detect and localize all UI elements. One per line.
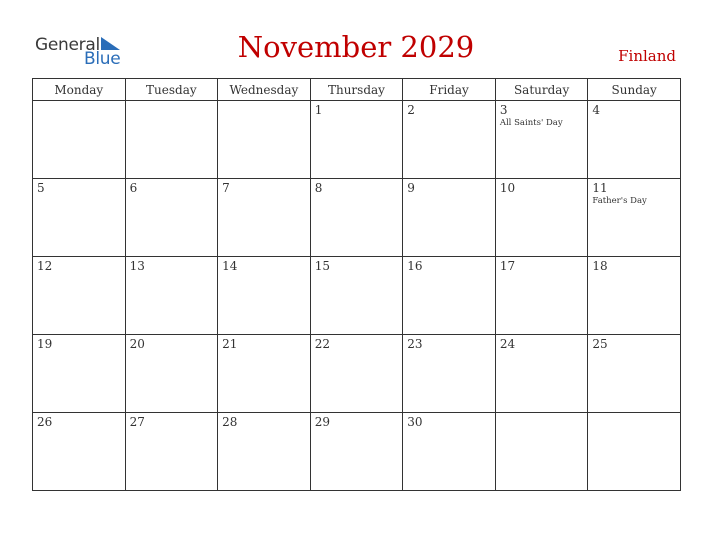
- day-cell: [218, 335, 311, 413]
- day-cell: [310, 335, 403, 413]
- day-cell: [125, 179, 218, 257]
- day-cell: [495, 179, 588, 257]
- day-number: 20: [129, 337, 145, 351]
- day-number: 17: [499, 259, 516, 273]
- weekday-header: Tuesday: [125, 79, 218, 101]
- calendar-grid: [32, 78, 681, 491]
- logo-text-general: General: [35, 35, 100, 55]
- day-number: [126, 101, 218, 103]
- day-cell: [125, 101, 218, 179]
- day-number: 2: [407, 103, 415, 117]
- day-cell: [33, 413, 126, 491]
- day-cell: [403, 413, 496, 491]
- holiday-label: Father's Day: [592, 196, 647, 206]
- day-number: 11: [592, 181, 608, 195]
- day-cell: [218, 257, 311, 335]
- country-label: Finland: [618, 47, 676, 65]
- day-number: 4: [592, 103, 601, 117]
- day-number: 10: [499, 181, 516, 195]
- day-cell: [588, 257, 681, 335]
- day-cell: [588, 335, 681, 413]
- day-number: 16: [407, 259, 423, 273]
- day-number: 7: [222, 181, 230, 195]
- day-number: 18: [592, 259, 608, 273]
- day-cell: [310, 413, 403, 491]
- day-number: 14: [222, 259, 238, 273]
- day-number: 28: [222, 415, 238, 429]
- day-cell: [33, 257, 126, 335]
- day-number: 27: [129, 415, 145, 429]
- day-cell: [403, 257, 496, 335]
- day-number: 26: [37, 415, 53, 429]
- day-number: 30: [407, 415, 423, 429]
- week-row: [33, 101, 681, 179]
- week-row: [33, 179, 681, 257]
- calendar-title: November 2029: [237, 30, 475, 64]
- day-cell: [33, 101, 126, 179]
- day-cell: [125, 257, 218, 335]
- weekday-header-row: [33, 79, 681, 101]
- day-number: 13: [129, 259, 145, 273]
- day-cell: [403, 335, 496, 413]
- day-cell: [403, 179, 496, 257]
- day-number: [33, 101, 125, 103]
- weekday-header: Wednesday: [218, 79, 311, 101]
- weekday-header: Sunday: [588, 79, 681, 101]
- day-number: 24: [499, 337, 516, 351]
- day-number: 29: [314, 415, 330, 429]
- day-cell: [310, 257, 403, 335]
- day-cell: [218, 179, 311, 257]
- day-cell: [403, 101, 496, 179]
- day-number: 15: [314, 259, 330, 273]
- day-cell: [125, 335, 218, 413]
- day-number: 9: [407, 181, 415, 195]
- day-number: 19: [37, 337, 53, 351]
- week-row: [33, 257, 681, 335]
- week-row: [33, 413, 681, 491]
- day-number: 1: [314, 103, 323, 117]
- weekday-header: Thursday: [310, 79, 403, 101]
- holiday-label: All Saints' Day: [499, 118, 563, 128]
- day-number: 5: [37, 181, 45, 195]
- day-number: 8: [314, 181, 323, 195]
- day-number: [218, 101, 310, 103]
- day-cell: [218, 101, 311, 179]
- weekday-header: Saturday: [495, 79, 588, 101]
- day-number: 25: [592, 337, 608, 351]
- day-cell: [310, 179, 403, 257]
- day-number: 23: [407, 337, 423, 351]
- day-cell: [588, 179, 681, 257]
- week-row: [33, 335, 681, 413]
- day-number: [496, 413, 588, 415]
- day-cell: [495, 101, 588, 179]
- day-cell: [495, 413, 588, 491]
- day-cell: [33, 335, 126, 413]
- day-number: [588, 413, 680, 415]
- day-cell: [495, 257, 588, 335]
- day-number: 3: [499, 103, 508, 117]
- day-number: 12: [37, 259, 53, 273]
- day-number: 21: [222, 337, 238, 351]
- day-cell: [588, 413, 681, 491]
- day-cell: [588, 101, 681, 179]
- day-cell: [125, 413, 218, 491]
- day-cell: [495, 335, 588, 413]
- weekday-header: Friday: [403, 79, 496, 101]
- day-cell: [310, 101, 403, 179]
- day-cell: [218, 413, 311, 491]
- day-cell: [33, 179, 126, 257]
- day-number: 6: [129, 181, 138, 195]
- day-number: 22: [314, 337, 330, 351]
- weekday-header: Monday: [33, 79, 126, 101]
- logo-text-blue: Blue: [84, 49, 121, 69]
